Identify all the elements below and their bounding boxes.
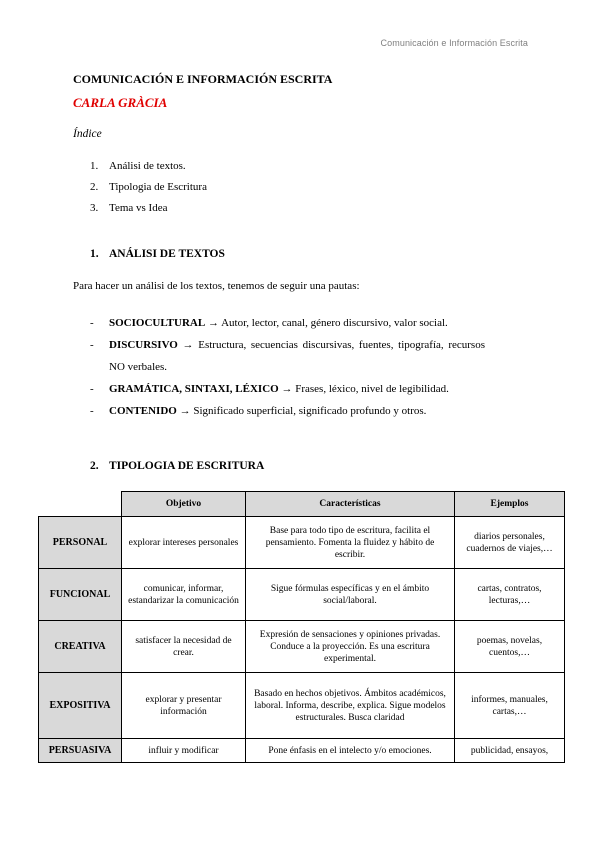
cell-ejemplos: poemas, novelas, cuentos,… — [455, 621, 565, 673]
index-item — [90, 160, 207, 181]
cell-ejemplos: publicidad, ensayos, — [455, 739, 565, 763]
author-name: CARLA GRÀCIA — [73, 95, 168, 110]
cell-objetivo: comunicar, informar, estandarizar la comunicación — [122, 569, 246, 621]
index-item-text: Análisi de textos. — [109, 160, 186, 172]
cell-caracteristicas: Basado en hechos objetivos. Ámbitos académicos, laboral. Informa, describe, explica. Sigue modelos estructurales. Busca claridad — [246, 673, 455, 739]
table-header-row — [39, 492, 565, 517]
cell-caracteristicas: Sigue fórmulas específicas y en el ámbito social/laboral. — [246, 569, 455, 621]
bullet-dash: - — [90, 383, 94, 395]
table-row — [39, 569, 565, 621]
bullet-description: → Significado superficial, significado profundo y otros. — [176, 405, 427, 417]
cell-objetivo: explorar y presentar información — [122, 673, 246, 739]
row-header-type: PERSUASIVA — [39, 739, 122, 763]
section-heading-analisis — [90, 248, 225, 260]
index-list — [90, 160, 207, 223]
index-item-text: Tipologia de Escritura — [109, 181, 207, 193]
bullet-description: → Autor, lector, canal, género discursivo, valor social. — [205, 317, 448, 329]
bullet-term: GRAMÁTICA, SINTAXI, LÉXICO — [109, 383, 279, 395]
typology-table — [38, 491, 565, 763]
bullet-term: DISCURSIVO — [109, 339, 178, 351]
index-item — [90, 181, 207, 202]
row-header-type: FUNCIONAL — [39, 569, 122, 621]
table-corner-cell — [39, 492, 122, 517]
cell-caracteristicas: Pone énfasis en el intelecto y/o emociones. — [246, 739, 455, 763]
row-header-type: PERSONAL — [39, 517, 122, 569]
cell-ejemplos: informes, manuales, cartas,… — [455, 673, 565, 739]
table-row — [39, 673, 565, 739]
index-item-number: 1. — [90, 160, 99, 172]
bullet-term: SOCIOCULTURAL — [109, 317, 206, 329]
column-header-ejemplos: Ejemplos — [455, 492, 565, 517]
column-header-caracteristicas: Características — [246, 492, 455, 517]
index-item-text: Tema vs Idea — [109, 202, 168, 214]
row-header-type: CREATIVA — [39, 621, 122, 673]
bullet-term: CONTENIDO — [109, 405, 177, 417]
table-row — [39, 517, 565, 569]
bullet-item — [90, 400, 485, 422]
table-row — [39, 621, 565, 673]
index-item-number: 3. — [90, 202, 99, 214]
bullet-dash: - — [90, 317, 94, 329]
section-title: ANÁLISI DE TEXTOS — [109, 248, 225, 260]
bullet-description: → Estructura, secuencias discursivas, fuentes, tipografía, recursos NO verbales. — [109, 339, 485, 373]
column-header-objetivo: Objetivo — [122, 492, 246, 517]
analysis-bullet-list — [90, 312, 485, 422]
cell-objetivo: influir y modificar — [122, 739, 246, 763]
document-title: COMUNICACIÓN E INFORMACIÓN ESCRITA — [73, 72, 333, 86]
index-item — [90, 202, 207, 223]
section-number: 1. — [90, 248, 99, 260]
bullet-dash: - — [90, 405, 94, 417]
row-header-type: EXPOSITIVA — [39, 673, 122, 739]
cell-caracteristicas: Expresión de sensaciones y opiniones privadas. Conduce a la proyección. Es una escritura experimental. — [246, 621, 455, 673]
section-number: 2. — [90, 460, 99, 472]
index-label: Índice — [73, 128, 102, 140]
cell-objetivo: satisfacer la necesidad de crear. — [122, 621, 246, 673]
cell-caracteristicas: Base para todo tipo de escritura, facilita el pensamiento. Fomenta la fluidez y hábito de escribir. — [246, 517, 455, 569]
running-header: Comunicación e Información Escrita — [380, 38, 528, 48]
bullet-item — [90, 334, 485, 378]
table-row — [39, 739, 565, 763]
section-title: TIPOLOGIA DE ESCRITURA — [109, 460, 265, 472]
intro-paragraph: Para hacer un análisi de los textos, tenemos de seguir una pautas: — [73, 280, 360, 292]
bullet-dash: - — [90, 339, 94, 351]
bullet-description: → Frases, léxico, nivel de legibilidad. — [278, 383, 449, 395]
cell-ejemplos: diarios personales, cuadernos de viajes,… — [455, 517, 565, 569]
cell-objetivo: explorar intereses personales — [122, 517, 246, 569]
cell-ejemplos: cartas, contratos, lecturas,… — [455, 569, 565, 621]
bullet-item — [90, 378, 485, 400]
bullet-item — [90, 312, 485, 334]
index-item-number: 2. — [90, 181, 99, 193]
section-heading-tipologia — [90, 460, 264, 472]
